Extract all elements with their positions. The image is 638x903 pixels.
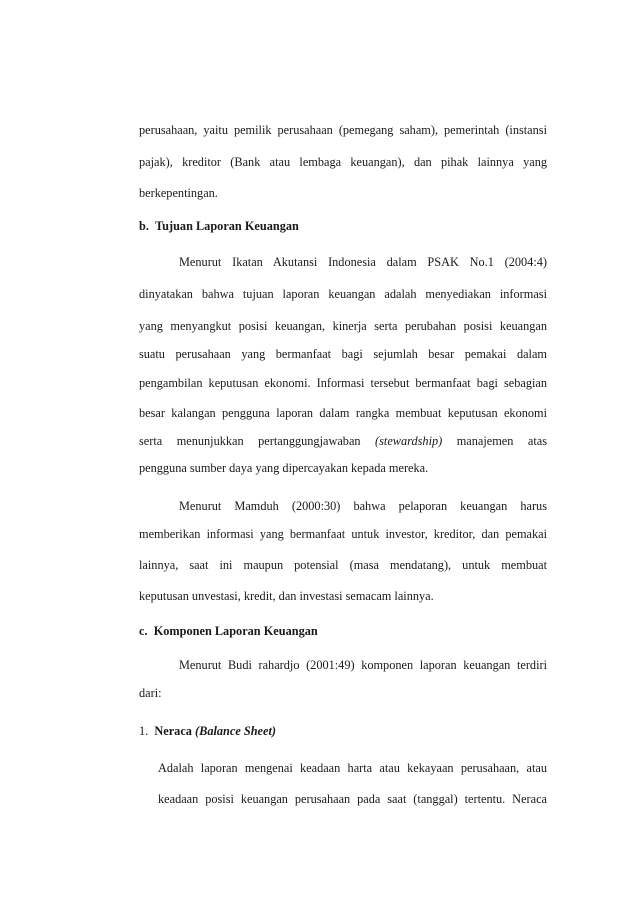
item-title: Neraca (154, 724, 192, 738)
section-title: Komponen Laporan Keuangan (153, 624, 318, 638)
section-heading-c (139, 623, 547, 639)
text-line: yang menyangkut posisi keuangan, kinerja serta perubahan posisi keuangan (139, 319, 547, 333)
text-line-with-italic: serta menunjukkan pertanggungjawaban (stewardship) manajemen atas (139, 434, 547, 448)
text-line: Menurut Mamduh (2000:30) bahwa pelaporan keuangan harus (179, 499, 547, 513)
text-line: pengambilan keputusan ekonomi. Informasi tersebut bermanfaat bagi sebagian (139, 376, 547, 390)
text-line: berkepentingan. (139, 186, 218, 200)
text-line: besar kalangan pengguna laporan dalam rangka membuat keputusan ekonomi (139, 406, 547, 420)
text-line: Menurut Budi rahardjo (2001:49) komponen laporan keuangan terdiri (179, 658, 547, 672)
section-heading-b (139, 218, 547, 234)
text-line: Menurut Ikatan Akutansi Indonesia dalam PSAK No.1 (2004:4) (179, 255, 547, 269)
list-item-heading (139, 723, 547, 739)
item-title-italic: (Balance Sheet) (195, 724, 276, 738)
text-line: pajak), kreditor (Bank atau lembaga keuangan), dan pihak lainnya yang (139, 155, 547, 169)
text-line: keputusan unvestasi, kredit, dan investasi semacam lainnya. (139, 589, 434, 603)
section-marker: b. (139, 219, 149, 233)
section-marker: c. (139, 624, 148, 638)
text-line: dari: (139, 686, 162, 700)
text-line: perusahaan, yaitu pemilik perusahaan (pemegang saham), pemerintah (instansi (139, 123, 547, 137)
italic-term: (stewardship) (375, 434, 443, 448)
text-line: pengguna sumber daya yang dipercayakan kepada mereka. (139, 461, 429, 475)
text-line: lainnya, saat ini maupun potensial (masa mendatang), untuk membuat (139, 558, 547, 572)
section-title: Tujuan Laporan Keuangan (155, 219, 299, 233)
text-line: memberikan informasi yang bermanfaat untuk investor, kreditor, dan pemakai (139, 527, 547, 541)
text-line: dinyatakan bahwa tujuan laporan keuangan adalah menyediakan informasi (139, 287, 547, 301)
text-line: Adalah laporan mengenai keadaan harta atau kekayaan perusahaan, atau (158, 761, 547, 775)
text-line: suatu perusahaan yang bermanfaat bagi sejumlah besar pemakai dalam (139, 347, 547, 361)
text-line: keadaan posisi keuangan perusahaan pada saat (tanggal) tertentu. Neraca (158, 792, 547, 806)
list-marker: 1. (139, 724, 149, 738)
